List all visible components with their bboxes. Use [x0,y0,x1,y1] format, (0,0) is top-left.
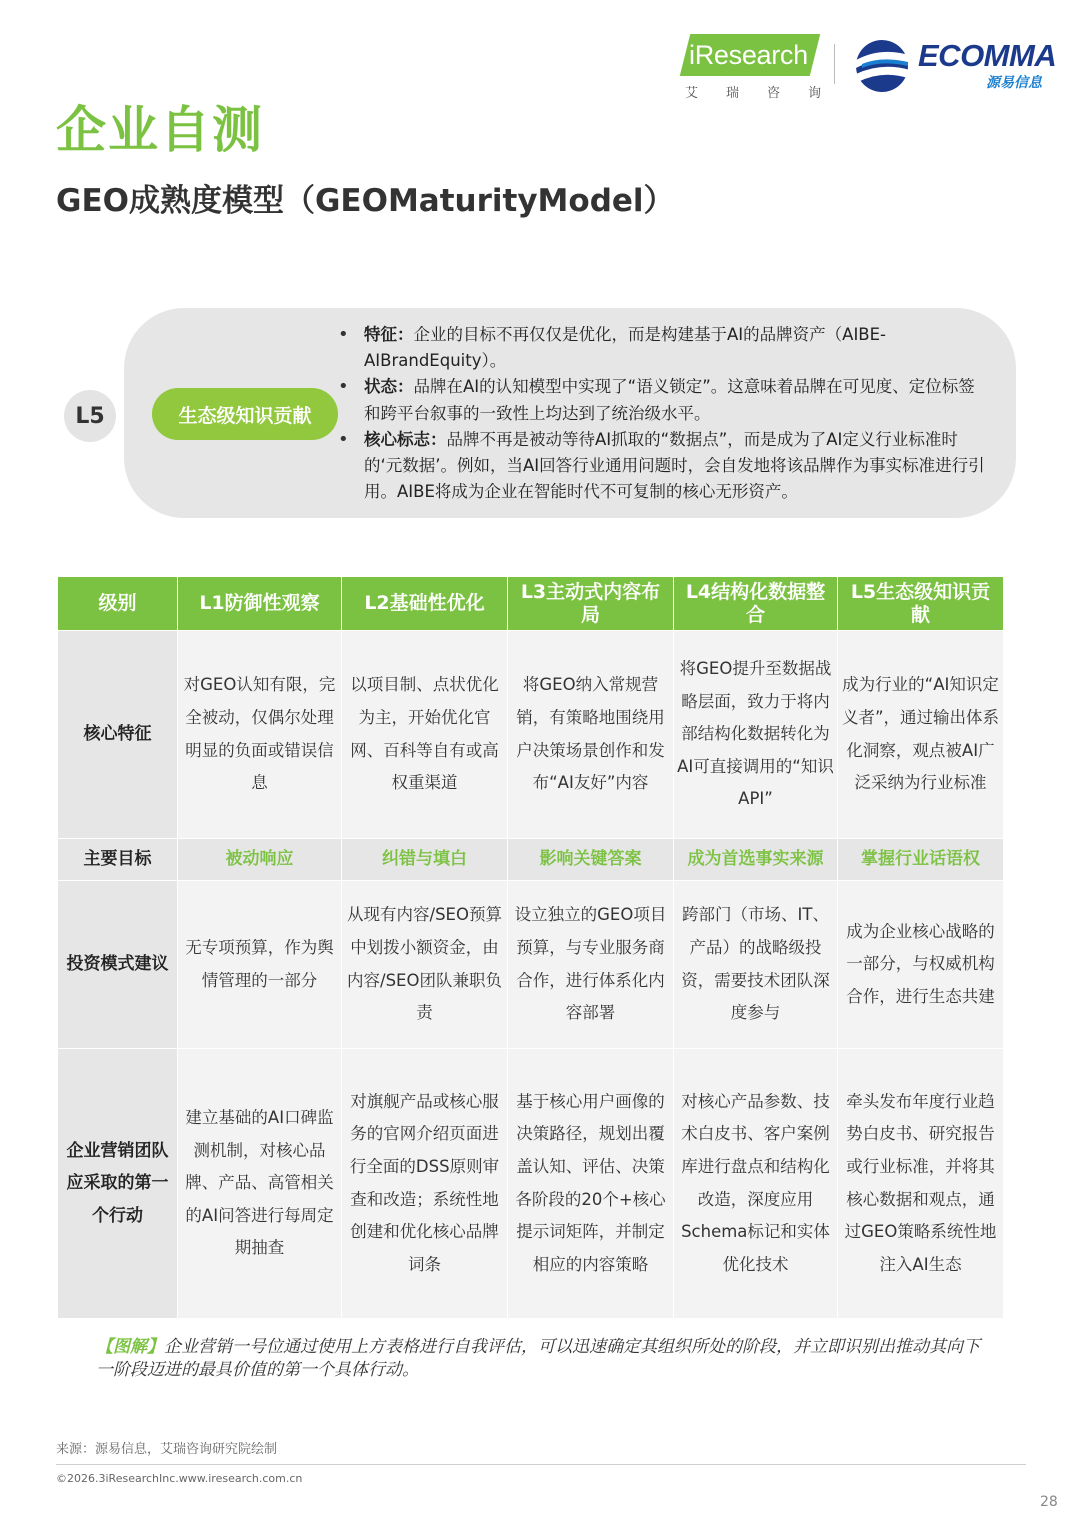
l5-level-badge: L5 [64,390,116,442]
table-cell: 将GEO提升至数据战略层面，致力于将内部结构化数据转化为AI可直接调用的“知识API” [674,631,838,839]
table-cell: 对旗舰产品或核心服务的官网介绍页面进行全面的DSS原则审查和改造；系统性地创建和优化核心品牌词条 [342,1049,508,1319]
ecomma-globe-icon [852,36,916,96]
l5-description-list [338,322,988,505]
list-item: • 状态：品牌在AI的认知模型中实现了“语义锁定”。这意味着品牌在可见度、定位标签和跨平台叙事的一致性上均达到了统治级水平。 [338,374,988,426]
row-header: 企业营销团队应采取的第一个行动 [58,1049,178,1319]
column-header: L2基础性优化 [342,577,508,631]
table-cell: 对核心产品参数、技术白皮书、客户案例库进行盘点和结构化改造，深度应用Schema标记和实体优化技术 [674,1049,838,1319]
row-header: 主要目标 [58,839,178,881]
table-cell: 以项目制、点状优化为主，开始优化官网、百科等自有或高权重渠道 [342,631,508,839]
table-cell: 牵头发布年度行业趋势白皮书、研究报告或行业标准，并将其核心数据和观点，通过GEO策略系统性地注入AI生态 [838,1049,1004,1319]
table-header-row [58,577,1004,631]
l5-stage-pill: 生态级知识贡献 [152,388,338,440]
column-header: L5生态级知识贡献 [838,577,1004,631]
row-header: 核心特征 [58,631,178,839]
table-cell: 从现有内容/SEO预算中划拨小额资金，由内容/SEO团队兼职负责 [342,881,508,1049]
column-header: 级别 [58,577,178,631]
table-cell: 建立基础的AI口碑监测机制，对核心品牌、产品、高管相关的AI问答进行每周定期抽查 [178,1049,342,1319]
table-cell: 影响关键答案 [508,839,674,881]
figure-caption: 【图解】企业营销一号位通过使用上方表格进行自我评估，可以迅速确定其组织所处的阶段，并立即识别出推动其向下一阶段迈进的最具价值的第一个具体行动。 [96,1337,980,1380]
logo-divider [834,44,835,84]
table-cell: 将GEO纳入常规营销，有策略地围绕用户决策场景创作和发布“AI友好”内容 [508,631,674,839]
table-cell: 成为企业核心战略的一部分，与权威机构合作，进行生态共建 [838,881,1004,1049]
table-cell: 成为行业的“AI知识定义者”，通过输出体系化洞察，观点被AI广泛采纳为行业标准 [838,631,1004,839]
table-cell: 基于核心用户画像的决策路径，规划出覆盖认知、评估、决策各阶段的20个+核心提示词矩阵，并制定相应的内容策略 [508,1049,674,1319]
list-item: • 特征：企业的目标不再仅仅是优化，而是构建基于AI的品牌资产（AIBE-AIBrandEquity）。 [338,322,988,374]
column-header: L1防御性观察 [178,577,342,631]
footer-divider [56,1464,1026,1465]
column-header: L3主动式内容布局 [508,577,674,631]
iresearch-logo-subtitle: 艾 瑞 咨 询 [685,86,821,101]
table-cell: 成为首选事实来源 [674,839,838,881]
table-cell: 掌握行业话语权 [838,839,1004,881]
source-note: 来源：源易信息，艾瑞咨询研究院绘制 [56,1442,278,1457]
copyright: ©2026.3iResearchInc.www.iresearch.com.cn [56,1472,303,1485]
maturity-model-table [57,576,1004,1319]
list-item: • 核心标志：品牌不再是被动等待AI抓取的“数据点”，而是成为了AI定义行业标准时的‘元数据’。例如，当AI回答行业通用问题时，会自发地将该品牌作为事实标准进行引用。AIBE将成为企业在智能时代不可复制的核心无形资产。 [338,427,988,506]
ecomma-logo: ECOMMA 源易信息 [852,36,1062,96]
table-cell: 设立独立的GEO项目预算，与专业服务商合作，进行体系化内容部署 [508,881,674,1049]
table-cell: 无专项预算，作为舆情管理的一部分 [178,881,342,1049]
table-cell: 纠错与填白 [342,839,508,881]
table-row [58,839,1004,881]
table-row [58,631,1004,839]
table-cell: 被动响应 [178,839,342,881]
page-subtitle: GEO成熟度模型（GEOMaturityModel） [56,183,675,219]
table-cell: 跨部门（市场、IT、产品）的战略级投资，需要技术团队深度参与 [674,881,838,1049]
table-row [58,881,1004,1049]
table-row [58,1049,1004,1319]
iresearch-logo: iResearch 艾 瑞 咨 询 [685,34,825,100]
page-number: 28 [1040,1494,1058,1510]
page-title: 企业自测 [56,101,264,159]
column-header: L4结构化数据整合 [674,577,838,631]
row-header: 投资模式建议 [58,881,178,1049]
table-cell: 对GEO认知有限，完全被动，仅偶尔处理明显的负面或错误信息 [178,631,342,839]
